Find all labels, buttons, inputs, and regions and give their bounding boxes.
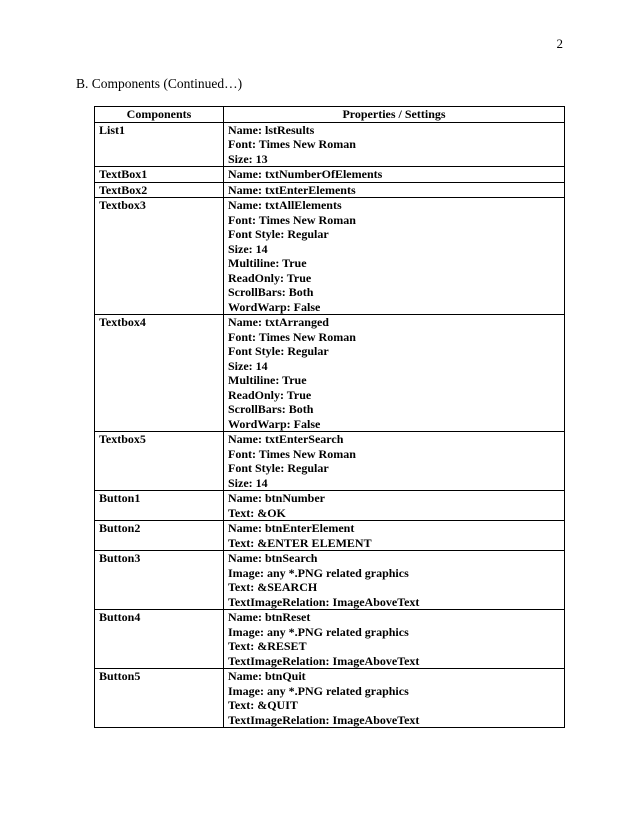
property-line: Text: &SEARCH [228, 580, 318, 594]
property-line: TextImageRelation: ImageAboveText [228, 594, 420, 609]
property-line: ReadOnly: True [228, 270, 312, 285]
property-line: Name: txtEnterElements [228, 182, 356, 197]
properties-cell [224, 182, 565, 198]
property-line: Name: btnReset [228, 610, 311, 624]
component-name-cell: Button4 [95, 610, 224, 669]
table-row [95, 521, 565, 551]
property-line: Name: txtNumberOfElements [228, 167, 383, 181]
property-line: Font Style: Regular [228, 227, 329, 241]
table-row [95, 551, 565, 610]
property-line: Font: Times New Roman [228, 212, 356, 227]
property-line: Font: Times New Roman [228, 329, 356, 344]
property-line: TextImageRelation: ImageAboveText [228, 712, 420, 727]
component-name-cell: Textbox5 [95, 432, 224, 491]
table-row [95, 167, 565, 183]
property-line: Multiline: True [228, 256, 307, 270]
property-line: Name: btnSearch [228, 551, 318, 565]
property-line: WordWarp: False [228, 299, 321, 314]
property-line: WordWarp: False [228, 416, 321, 431]
property-line: Image: any *.PNG related graphics [228, 565, 409, 580]
component-name-cell: Button5 [95, 669, 224, 728]
properties-cell [224, 198, 565, 315]
property-line: ScrollBars: Both [228, 285, 314, 299]
properties-cell [224, 610, 565, 669]
component-name-cell: TextBox1 [95, 167, 224, 183]
table-row [95, 669, 565, 728]
properties-cell [224, 551, 565, 610]
properties-cell [224, 167, 565, 183]
component-name-cell: TextBox2 [95, 182, 224, 198]
page-number: 2 [556, 36, 563, 51]
properties-cell [224, 669, 565, 728]
property-line: Image: any *.PNG related graphics [228, 624, 409, 639]
header-properties: Properties / Settings [224, 107, 565, 123]
component-name-cell: Textbox4 [95, 315, 224, 432]
property-line: Name: txtEnterSearch [228, 432, 344, 446]
property-line: Font: Times New Roman [228, 137, 356, 151]
property-line: Size: 14 [228, 358, 268, 373]
properties-cell [224, 122, 565, 167]
property-line: Name: lstResults [228, 122, 315, 137]
properties-cell [224, 432, 565, 491]
property-line: Image: any *.PNG related graphics [228, 683, 409, 698]
property-line: Text: &ENTER ELEMENT [228, 535, 372, 550]
properties-cell [224, 315, 565, 432]
property-line: ReadOnly: True [228, 387, 312, 402]
property-line: Size: 14 [228, 241, 268, 256]
property-line: Text: &OK [228, 505, 286, 520]
property-line: Text: &RESET [228, 639, 307, 653]
property-line: Name: btnQuit [228, 669, 306, 683]
table-row [95, 198, 565, 315]
component-name-cell: Button3 [95, 551, 224, 610]
component-name-cell: Textbox3 [95, 198, 224, 315]
property-line: Multiline: True [228, 373, 307, 387]
section-heading: B. Components (Continued…) [76, 76, 243, 91]
property-line: Size: 14 [228, 475, 268, 490]
property-line: Name: txtAllElements [228, 198, 342, 212]
property-line: Text: &QUIT [228, 698, 298, 712]
table-body [95, 122, 565, 728]
component-name-cell: Button1 [95, 491, 224, 521]
property-line: Font Style: Regular [228, 461, 329, 475]
component-name-cell: List1 [95, 122, 224, 167]
table-row [95, 432, 565, 491]
table-header-row [95, 107, 565, 123]
property-line: Font Style: Regular [228, 344, 329, 358]
property-line: TextImageRelation: ImageAboveText [228, 653, 420, 668]
property-line: Size: 13 [228, 151, 268, 166]
components-table [94, 106, 565, 728]
property-line: Name: txtArranged [228, 315, 329, 329]
header-components: Components [95, 107, 224, 123]
properties-cell [224, 491, 565, 521]
property-line: ScrollBars: Both [228, 402, 314, 416]
table-row [95, 182, 565, 198]
table-row [95, 122, 565, 167]
table-row [95, 610, 565, 669]
property-line: Font: Times New Roman [228, 446, 356, 461]
table-row [95, 491, 565, 521]
property-line: Name: btnNumber [228, 491, 325, 505]
table-row [95, 315, 565, 432]
property-line: Name: btnEnterElement [228, 521, 355, 535]
properties-cell [224, 521, 565, 551]
component-name-cell: Button2 [95, 521, 224, 551]
